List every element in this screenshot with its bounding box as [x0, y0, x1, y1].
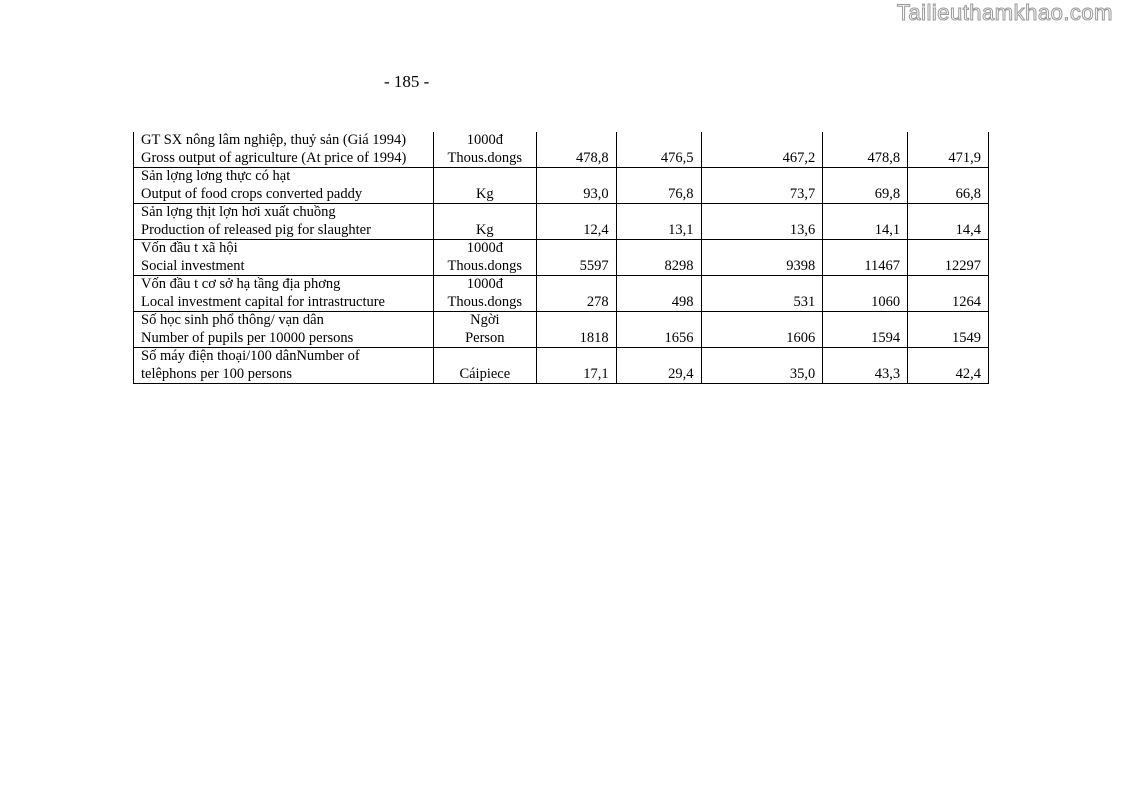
- value-cell: 12297: [908, 240, 989, 276]
- indicator-en: Output of food crops converted paddy: [141, 185, 363, 202]
- value-cell: 13,6: [701, 204, 823, 240]
- value-cell: 69,8: [823, 168, 908, 204]
- watermark-logo: Tailieuthamkhao.com: [896, 0, 1113, 25]
- indicator-vi: Số học sinh phổ thông/ vạn dân: [141, 312, 324, 328]
- value-cell: 1656: [616, 312, 701, 348]
- unit-cell: [433, 168, 536, 204]
- indicator-cell: [134, 168, 434, 204]
- value-cell: 93,0: [536, 168, 616, 204]
- value-cell: 29,4: [616, 348, 701, 384]
- unit-en: Kg: [475, 221, 494, 238]
- indicator-cell: [134, 132, 434, 168]
- unit-vi: 1000đ: [466, 132, 503, 148]
- table-row: [134, 168, 989, 204]
- indicator-en: Production of released pig for slaughter: [141, 221, 371, 238]
- unit-cell: [433, 312, 536, 348]
- unit-en: Kg: [475, 185, 494, 202]
- indicator-cell: [134, 312, 434, 348]
- statistics-table: [133, 132, 989, 384]
- unit-en: Cáipiece: [459, 365, 511, 382]
- indicator-en: Local investment capital for intrastructure: [141, 293, 385, 310]
- unit-cell: [433, 204, 536, 240]
- value-cell: 1549: [908, 312, 989, 348]
- unit-en: Thous.dongs: [447, 257, 523, 274]
- indicator-en: Gross output of agriculture (At price of 1994): [141, 149, 407, 166]
- unit-cell: [433, 240, 536, 276]
- value-cell: 12,4: [536, 204, 616, 240]
- value-cell: 14,1: [823, 204, 908, 240]
- value-cell: 8298: [616, 240, 701, 276]
- indicator-en: Social investment: [141, 257, 245, 274]
- indicator-vi: Sản lợng lơng thực có hạt: [141, 168, 291, 184]
- page-number: - 185 -: [384, 72, 430, 91]
- value-cell: 1594: [823, 312, 908, 348]
- value-cell: 35,0: [701, 348, 823, 384]
- value-cell: 1060: [823, 276, 908, 312]
- value-cell: 66,8: [908, 168, 989, 204]
- value-cell: 1606: [701, 312, 823, 348]
- indicator-cell: [134, 204, 434, 240]
- value-cell: 1264: [908, 276, 989, 312]
- indicator-en: telêphons per 100 persons: [141, 365, 293, 382]
- indicator-vi: GT SX nông lâm nghiệp, thuỷ sản (Giá 1994): [141, 132, 407, 148]
- unit-cell: [433, 276, 536, 312]
- table-row: [134, 132, 989, 168]
- value-cell: 11467: [823, 240, 908, 276]
- unit-vi: 1000đ: [466, 276, 503, 292]
- table-row: [134, 348, 989, 384]
- value-cell: 76,8: [616, 168, 701, 204]
- indicator-vi: Số máy điện thoại/100 dânNumber of: [141, 348, 360, 364]
- table-row: [134, 204, 989, 240]
- unit-en: Person: [465, 329, 505, 346]
- value-cell: 73,7: [701, 168, 823, 204]
- value-cell: 278: [536, 276, 616, 312]
- indicator-en: Number of pupils per 10000 persons: [141, 329, 354, 346]
- unit-cell: [433, 132, 536, 168]
- value-cell: 498: [616, 276, 701, 312]
- indicator-vi: Sản lợng thịt lợn hơi xuất chuồng: [141, 204, 336, 220]
- value-cell: 467,2: [701, 132, 823, 168]
- value-cell: 478,8: [823, 132, 908, 168]
- table-row: [134, 240, 989, 276]
- value-cell: 13,1: [616, 204, 701, 240]
- unit-en: Thous.dongs: [447, 149, 523, 166]
- value-cell: 17,1: [536, 348, 616, 384]
- value-cell: 9398: [701, 240, 823, 276]
- value-cell: 14,4: [908, 204, 989, 240]
- unit-cell: [433, 348, 536, 384]
- value-cell: 5597: [536, 240, 616, 276]
- value-cell: 1818: [536, 312, 616, 348]
- value-cell: 43,3: [823, 348, 908, 384]
- unit-vi: Ngời: [470, 312, 500, 328]
- indicator-cell: [134, 240, 434, 276]
- indicator-vi: Vốn đầu t cơ sở hạ tầng địa phơng: [141, 276, 341, 292]
- value-cell: 42,4: [908, 348, 989, 384]
- table-row: [134, 276, 989, 312]
- indicator-cell: [134, 276, 434, 312]
- table-row: [134, 312, 989, 348]
- unit-en: Thous.dongs: [447, 293, 523, 310]
- value-cell: 471,9: [908, 132, 989, 168]
- value-cell: 478,8: [536, 132, 616, 168]
- unit-vi: 1000đ: [466, 240, 503, 256]
- indicator-cell: [134, 348, 434, 384]
- value-cell: 476,5: [616, 132, 701, 168]
- value-cell: 531: [701, 276, 823, 312]
- indicator-vi: Vốn đầu t xã hội: [141, 240, 238, 256]
